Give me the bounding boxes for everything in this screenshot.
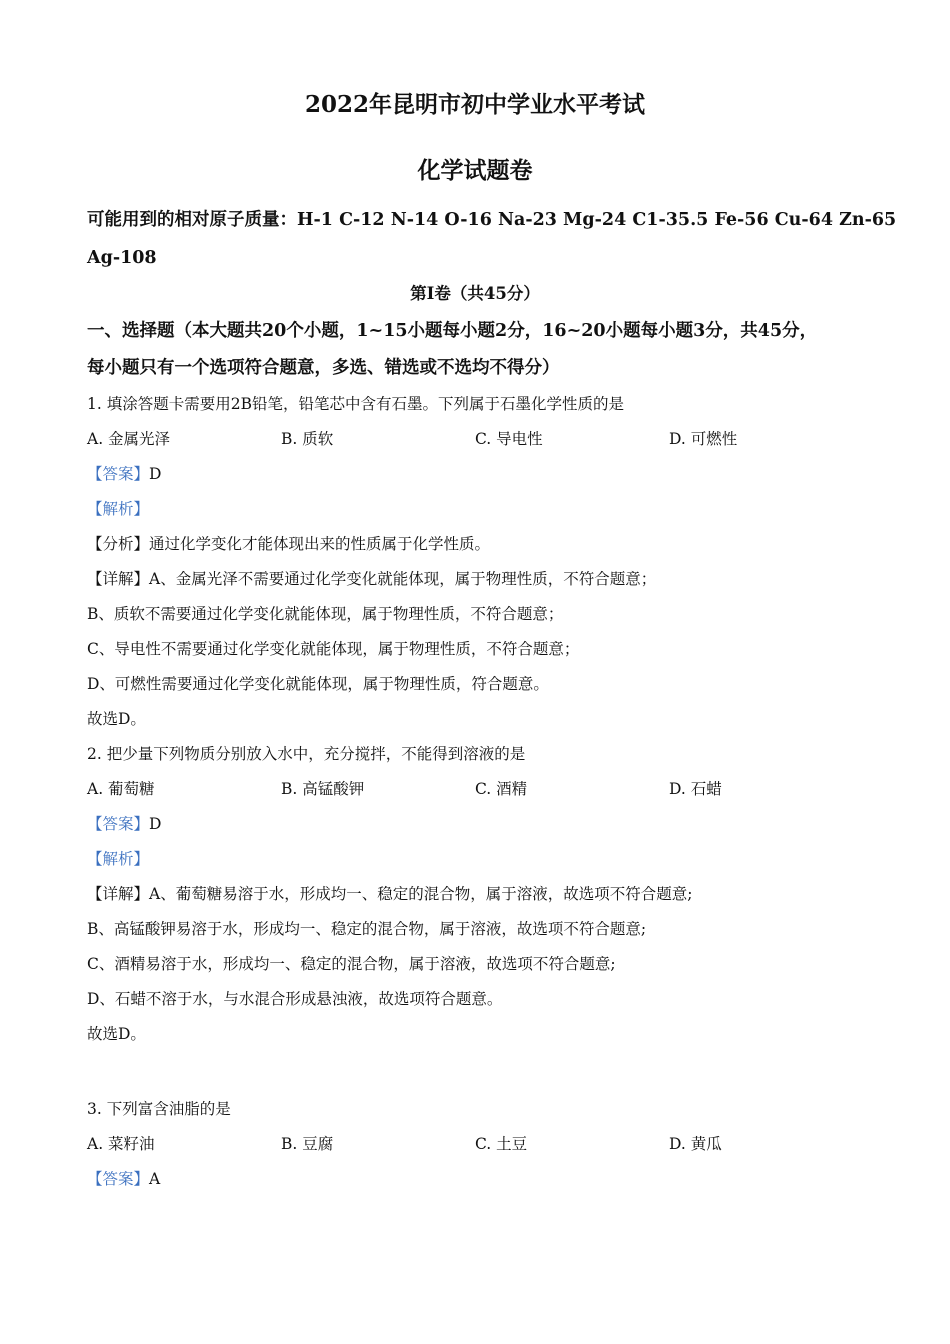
q3-option-d: D. 黄瓜: [669, 1135, 722, 1153]
q1-detail-first: A、金属光泽不需要通过化学变化就能体现，属于物理性质，不符合题意；: [149, 570, 657, 588]
answer-label: 【答案】: [87, 465, 150, 483]
q1-detail: [87, 569, 656, 589]
q2-answer-value: D: [149, 815, 162, 833]
q1-option-d: D. 可燃性: [669, 430, 738, 448]
q3-stem: 3. 下列富含油脂的是: [87, 1100, 231, 1118]
q2-detail-first: A、葡萄糖易溶于水，形成均一、稳定的混合物，属于溶液，故选项不符合题意;: [149, 885, 693, 903]
q2-detail-line: B、高锰酸钾易溶于水，形成均一、稳定的混合物，属于溶液，故选项不符合题意;: [87, 920, 647, 938]
q2-analysis-label: 【解析】: [87, 850, 150, 868]
q2-option-c: C. 酒精: [475, 780, 528, 798]
detail-label: 【详解】: [87, 570, 150, 588]
q2-stem: 2. 把少量下列物质分别放入水中，充分搅拌，不能得到溶液的是: [87, 745, 526, 763]
q1-option-a: A. 金属光泽: [87, 430, 171, 448]
q3-option-b: B. 豆腐: [281, 1135, 334, 1153]
q2-detail-line: C、酒精易溶于水，形成均一、稳定的混合物，属于溶液，故选项不符合题意;: [87, 955, 616, 973]
q1-analysis-label: 【解析】: [87, 500, 150, 518]
part-title: 第Ⅰ卷（共45分）: [410, 284, 540, 303]
q1-detail-line: B、质软不需要通过化学变化就能体现，属于物理性质，不符合题意；: [87, 605, 564, 623]
paper-subtitle: 化学试题卷: [417, 157, 533, 184]
atomic-masses-line1: 可能用到的相对原子质量：H-1 C-12 N-14 O-16 Na-23 Mg-24 C1-35.5 Fe-56 Cu-64 Zn-65: [87, 210, 897, 230]
detail-label: 【详解】: [87, 885, 150, 903]
q2-option-a: A. 葡萄糖: [87, 780, 155, 798]
q2-detail-line: D、石蜡不溶于水，与水混合形成悬浊液，故选项符合题意。: [87, 990, 503, 1008]
section-instructions-line2: 每小题只有一个选项符合题意，多选、错选或不选均不得分）: [87, 358, 560, 378]
answer-label: 【答案】: [87, 1170, 150, 1188]
exam-title: 2022年昆明市初中学业水平考试: [304, 91, 645, 118]
q2-detail: [87, 884, 692, 904]
atomic-masses-line2: Ag-108: [87, 248, 157, 268]
q1-answer-value: D: [149, 465, 162, 483]
answer-label: 【答案】: [87, 815, 150, 833]
q1-answer: [87, 464, 161, 484]
fenxi-label: 【分析】: [87, 535, 150, 553]
q2-conclusion: 故选D。: [87, 1025, 146, 1043]
q1-stem: 1. 填涂答题卡需要用2B铅笔，铅笔芯中含有石墨。下列属于石墨化学性质的是: [87, 395, 624, 413]
q1-detail-line: C、导电性不需要通过化学变化就能体现，属于物理性质，不符合题意；: [87, 640, 580, 658]
q2-option-b: B. 高锰酸钾: [281, 780, 365, 798]
q3-option-c: C. 土豆: [475, 1135, 528, 1153]
q3-answer: [87, 1169, 160, 1189]
q2-answer: [87, 814, 161, 834]
section-instructions-line1: 一、选择题（本大题共20个小题，1~15小题每小题2分，16~20小题每小题3分，共45分，: [87, 321, 818, 341]
q1-detail-line: D、可燃性需要通过化学变化就能体现，属于物理性质，符合题意。: [87, 675, 549, 693]
q3-answer-value: A: [149, 1170, 161, 1188]
q1-fenxi-text: 通过化学变化才能体现出来的性质属于化学性质。: [149, 535, 491, 553]
q1-fenxi: [87, 534, 490, 554]
q1-option-b: B. 质软: [281, 430, 334, 448]
q1-conclusion: 故选D。: [87, 710, 146, 728]
q3-option-a: A. 菜籽油: [87, 1135, 155, 1153]
q1-option-c: C. 导电性: [475, 430, 543, 448]
q2-option-d: D. 石蜡: [669, 780, 722, 798]
